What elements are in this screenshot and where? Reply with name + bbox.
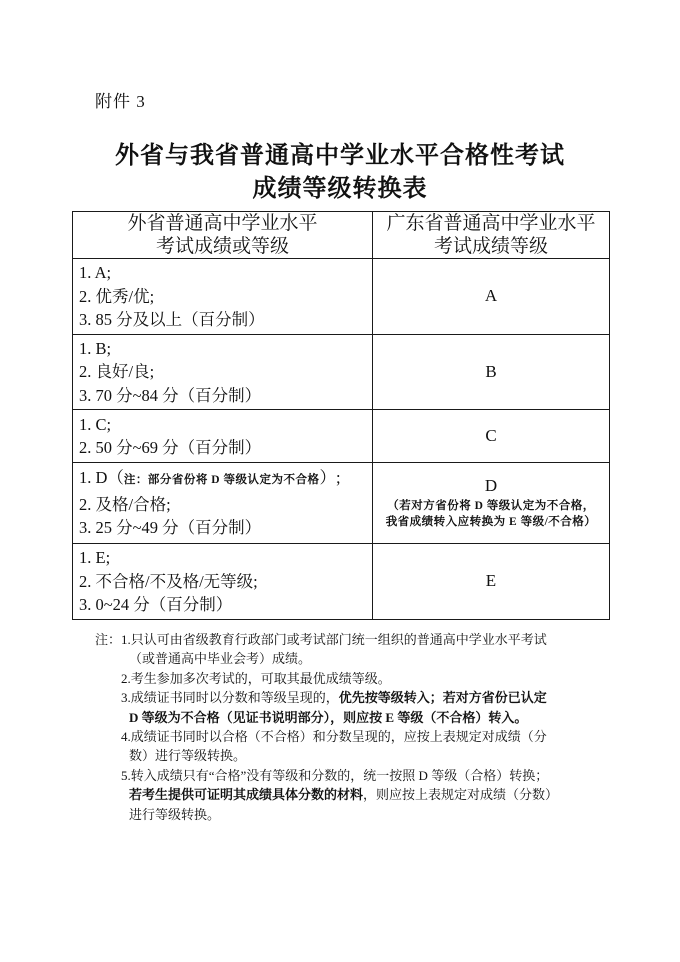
footnote-2-text1: 考生参加多次考试的，可取其最优成绩等级。 [130, 670, 391, 686]
table-row-grade-c [73, 410, 610, 463]
criteria-d-item2: 2. 及格/合格; [79, 494, 171, 514]
footnote-1-text1: 只认可由省级教育行政部门或考试部门统一组织的普通高中学业水平考试 [130, 632, 547, 647]
footnote-2-number: 2. [121, 670, 131, 686]
criteria-cell-d [73, 463, 373, 544]
grade-cell-c: C [373, 410, 610, 463]
footnote-5-line3: 进行等级转换。 [129, 806, 221, 822]
grade-d-note [373, 498, 609, 531]
criteria-cell-a [73, 259, 373, 335]
footnote-1-line1 [121, 630, 603, 649]
footnote-5-text-regular: ，则应按上表规定对成绩（分数） [363, 787, 559, 803]
footnote-2-line1 [121, 669, 603, 688]
footnotes [95, 630, 603, 824]
footnote-3-number: 3. [121, 690, 131, 706]
criteria-b-item1: 1. B; [79, 338, 112, 358]
table-row-grade-e [73, 544, 610, 620]
table-row-grade-b [73, 334, 610, 410]
criteria-a-item2: 2. 优秀/优; [79, 286, 155, 306]
footnote-5-number: 5. [121, 767, 131, 783]
footnote-1-number: 1. [121, 632, 131, 647]
header-guangdong-line1: 广东省普通高中学业水平 [386, 213, 596, 234]
attachment-label: 附件 3 [95, 92, 146, 111]
criteria-d-item3: 3. 25 分~49 分（百分制） [79, 518, 262, 538]
table-header-row [73, 212, 610, 259]
footnote-5 [121, 766, 603, 824]
header-cell-guangdong [373, 212, 610, 259]
header-other-province-line1: 外省普通高中学业水平 [127, 213, 318, 234]
header-guangdong-line2: 考试成绩等级 [433, 236, 548, 257]
criteria-d-item1-note: 注：部分省份将 D 等级认定为不合格 [123, 474, 320, 487]
criteria-b-item2: 2. 良好/良; [79, 362, 155, 381]
footnote-4-number: 4. [121, 729, 131, 745]
criteria-b-item3: 3. 70 分~84 分（百分制） [79, 385, 262, 405]
footnote-4-line2: 数）进行等级转换。 [129, 748, 247, 764]
footnote-5-text-bold: 若考生提供可证明其成绩具体分数的材料 [129, 787, 364, 803]
grade-conversion-table [72, 211, 610, 620]
table-row-grade-d [73, 463, 610, 544]
grade-cell-a: A [373, 259, 610, 335]
footnote-5-line2 [121, 785, 603, 804]
footnotes-body [121, 630, 603, 824]
criteria-cell-e [73, 544, 373, 620]
criteria-d-item1 [79, 466, 368, 493]
footnote-3-line2: D 等级为不合格（见证书说明部分），则应按 E 等级（不合格）转入。 [129, 709, 528, 725]
criteria-e-item2: 2. 不合格/不及格/无等级; [79, 571, 258, 591]
footnote-1-line2: （或普通高中毕业会考）成绩。 [129, 651, 312, 667]
criteria-d-item1-prefix: 1. D（ [79, 468, 124, 488]
header-cell-other-province [73, 212, 373, 259]
grade-cell-b: B [373, 334, 610, 410]
document-title-line2: 成绩等级转换表 [252, 176, 428, 202]
footnote-3-text-regular: 成绩证书同时以分数和等级呈现的， [130, 690, 339, 706]
criteria-a-item1: 1. A; [79, 263, 112, 282]
footnote-3-text-bold: 优先按等级转入；若对方省份已认定 [338, 690, 547, 706]
footnote-3 [121, 688, 603, 727]
document-title [0, 140, 680, 206]
document-title-line1: 外省与我省普通高中学业水平合格性考试 [115, 143, 565, 169]
criteria-c-item2: 2. 50 分~69 分（百分制） [79, 438, 262, 457]
criteria-cell-b [73, 334, 373, 410]
criteria-cell-c [73, 410, 373, 463]
footnotes-label: 注： [95, 632, 122, 647]
table-row-grade-a [73, 259, 610, 335]
criteria-a-item3: 3. 85 分及以上（百分制） [79, 310, 265, 329]
footnote-4-text1: 成绩证书同时以合格（不合格）和分数呈现的，应按上表规定对成绩（分 [130, 729, 547, 745]
grade-d-note-line2: 我省成绩转入应转换为 E 等级/不合格） [385, 516, 597, 528]
criteria-e-item1: 1. E; [79, 548, 111, 567]
footnote-4 [121, 727, 603, 766]
criteria-d-item1-suffix: ）; [319, 468, 341, 488]
criteria-c-item1: 1. C; [79, 414, 112, 434]
footnote-5-line1 [121, 766, 603, 785]
footnote-4-line1 [121, 727, 603, 746]
grade-d-letter: D [484, 475, 498, 495]
footnote-1 [121, 630, 603, 669]
footnote-2 [121, 669, 603, 688]
footnote-3-line1 [121, 688, 603, 707]
footnote-5-text1: 转入成绩只有“合格”没有等级和分数的，统一按照 D 等级（合格）转换； [130, 767, 549, 783]
grade-cell-e: E [373, 544, 610, 620]
header-other-province-line2: 考试成绩或等级 [155, 236, 289, 257]
grade-cell-d [373, 463, 610, 544]
criteria-e-item3: 3. 0~24 分（百分制） [79, 595, 233, 614]
grade-d-note-line1: （若对方省份将 D 等级认定为不合格， [387, 499, 595, 512]
